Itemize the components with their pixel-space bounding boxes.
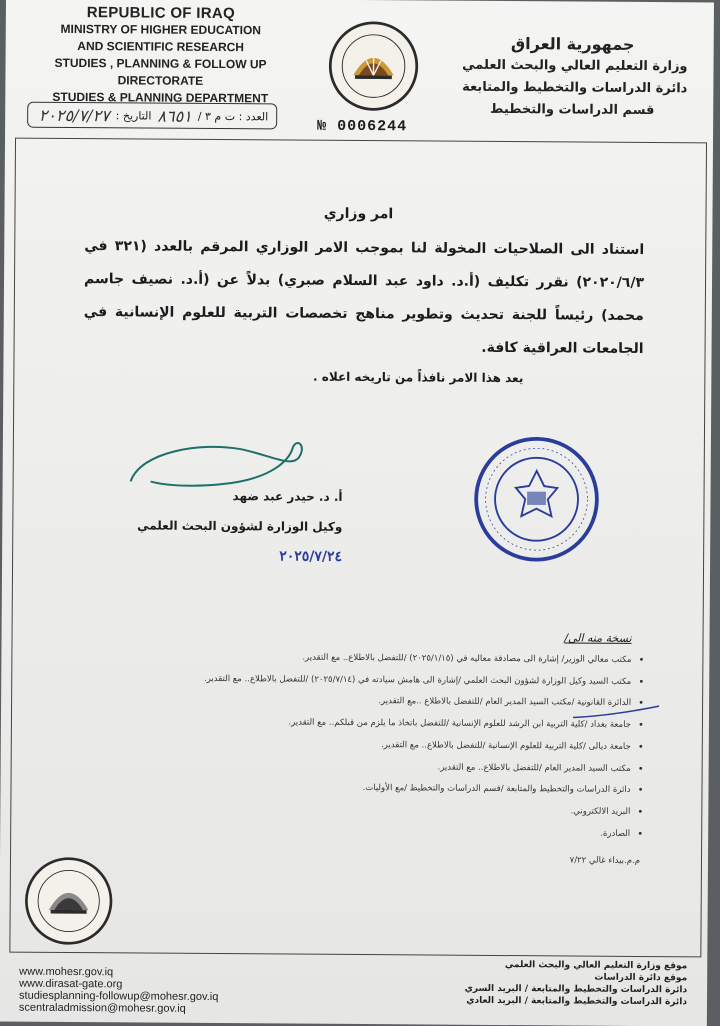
header-ar-line-1: جمهورية العراق (510, 34, 635, 54)
list-item: • مكتب معالي الوزير/ إشارة الى مصادقة معاليه في (٢٠٢٥/١/١٥) /للتفضل بالاطلاع.. مع التقدير. (151, 647, 631, 672)
footer-label: موقع دائرة الدراسات (594, 972, 688, 984)
serial-number: № 0006244 (317, 117, 408, 136)
ministry-emblem-icon (327, 20, 420, 113)
list-item: • مكتب السيد المدير العام /للتفضل بالاطلاع.. مع التقدير. (151, 755, 631, 780)
footer-labels (447, 959, 687, 1009)
footer-label: دائرة الدراسات والتخطيط والمتابعة / البريد العادي (466, 995, 688, 1008)
header-ar-line-4: قسم الدراسات والتخطيط (489, 101, 655, 119)
footer-email[interactable]: scentraladmission@mohesr.gov.iq (18, 1001, 186, 1015)
copies-title: نسخة منه الى/ (564, 631, 632, 645)
reference-number-label: العدد : ت م ٣ / (197, 109, 269, 123)
footer-email[interactable]: studiesplanning-followup@mohesr.gov.iq (18, 989, 219, 1004)
reference-number-value: ٨٦٥١ (157, 106, 192, 126)
header-ar-line-2: وزارة التعليم العالي والبحث العلمي (462, 57, 688, 75)
footer-link[interactable]: www.mohesr.gov.iq (19, 965, 114, 979)
footer-link[interactable]: www.dirasat-gate.org (19, 977, 123, 991)
list-item: • الصادرة. (150, 820, 630, 845)
ministry-seal-stamp-icon (470, 433, 603, 566)
list-item: • الدائرة القانونية /مكتب السيد المدير العام /للتفضل بالاطلاع ..مع التقدير. (151, 690, 631, 715)
footer-label: موقع وزارة التعليم العالي والبحث العلمي (504, 960, 688, 972)
header-arabic (457, 33, 688, 123)
order-body: استناد الى الصلاحيات المخولة لنا بموجب الامر الوزاري المرقم بالعدد (٣٢١ في ٢٠٢٠/٦/٣) نقرر تكليف (أ.د. داود عبد السلام صبري) بدلاً عن (أ.د. نصيف جاسم محمد) رئيساً للجنة تحديث وتطوير مناهج تخصصات التربية للعلوم الإنسانية في الجامعات العراقية كافة. (83, 238, 645, 357)
pen-mark-icon (571, 701, 661, 722)
reference-box (27, 102, 277, 130)
list-item: • مكتب السيد وكيل الوزارة لشؤون البحث العلمي /إشارة الى هامش سيادته في (٢٠٢٥/٧/١٤) /للتفضل بالاطلاع.. مع التقدير. (151, 668, 631, 693)
header-en-line-4: STUDIES , PLANNING & FOLLOW UP DIRECTORATE (54, 55, 267, 88)
reference-date-value: ٢٠٢٥/٧/٢٧ (38, 105, 110, 125)
list-item: • دائرة الدراسات والتخطيط والمتابعة /قسم الدراسات والتخطيط /مع الأوليات. (150, 777, 630, 802)
header-en-line-2: MINISTRY OF HIGHER EDUCATION (60, 21, 262, 38)
preparer-note: م.م.بيداء غالي ٧/٢٢ (569, 855, 641, 866)
header-english (25, 4, 296, 108)
header-en-line-3: AND SCIENTIFIC RESEARCH (77, 39, 245, 55)
list-item: • البريد الالكتروني. (150, 798, 630, 823)
list-item: • جامعة ديالى /كلية التربية للعلوم الإنسانية /للتفضل بالاطلاع.. مع التقدير. (151, 733, 631, 758)
footer-label: دائرة الدراسات والتخطيط والمتابعة / البريد السري (464, 983, 688, 996)
header-en-line-1: REPUBLIC OF IRAQ (86, 4, 236, 23)
footer-contacts (19, 966, 219, 1015)
signatory-block (92, 480, 343, 572)
document-title: امر وزاري (323, 205, 394, 223)
reference-date-label: التاريخ : (115, 108, 152, 123)
ministry-emblem-icon (23, 856, 114, 947)
signatory-name: أ. د. حيدر عبد ضهد (232, 489, 343, 504)
header-en-line-5: STUDIES & PLANNING DEPARTMENT (52, 89, 269, 106)
copies-list (150, 647, 645, 846)
signatory-position: وكيل الوزارة لشؤون البحث العلمي (137, 518, 343, 534)
list-item: • جامعة بغداد /كلية التربية ابن الرشد للعلوم الإنسانية /للتفضل باتخاذ ما يلزم من قبلكم.. مع التقدير. (151, 712, 631, 737)
header-ar-line-3: دائرة الدراسات والتخطيط والمتابعة (462, 79, 688, 97)
effective-statement: يعد هذا الامر نافذاً من تاريخه اعلاه . (312, 369, 524, 386)
signature-date: ٢٠٢٥/٧/٢٤ (279, 548, 343, 565)
